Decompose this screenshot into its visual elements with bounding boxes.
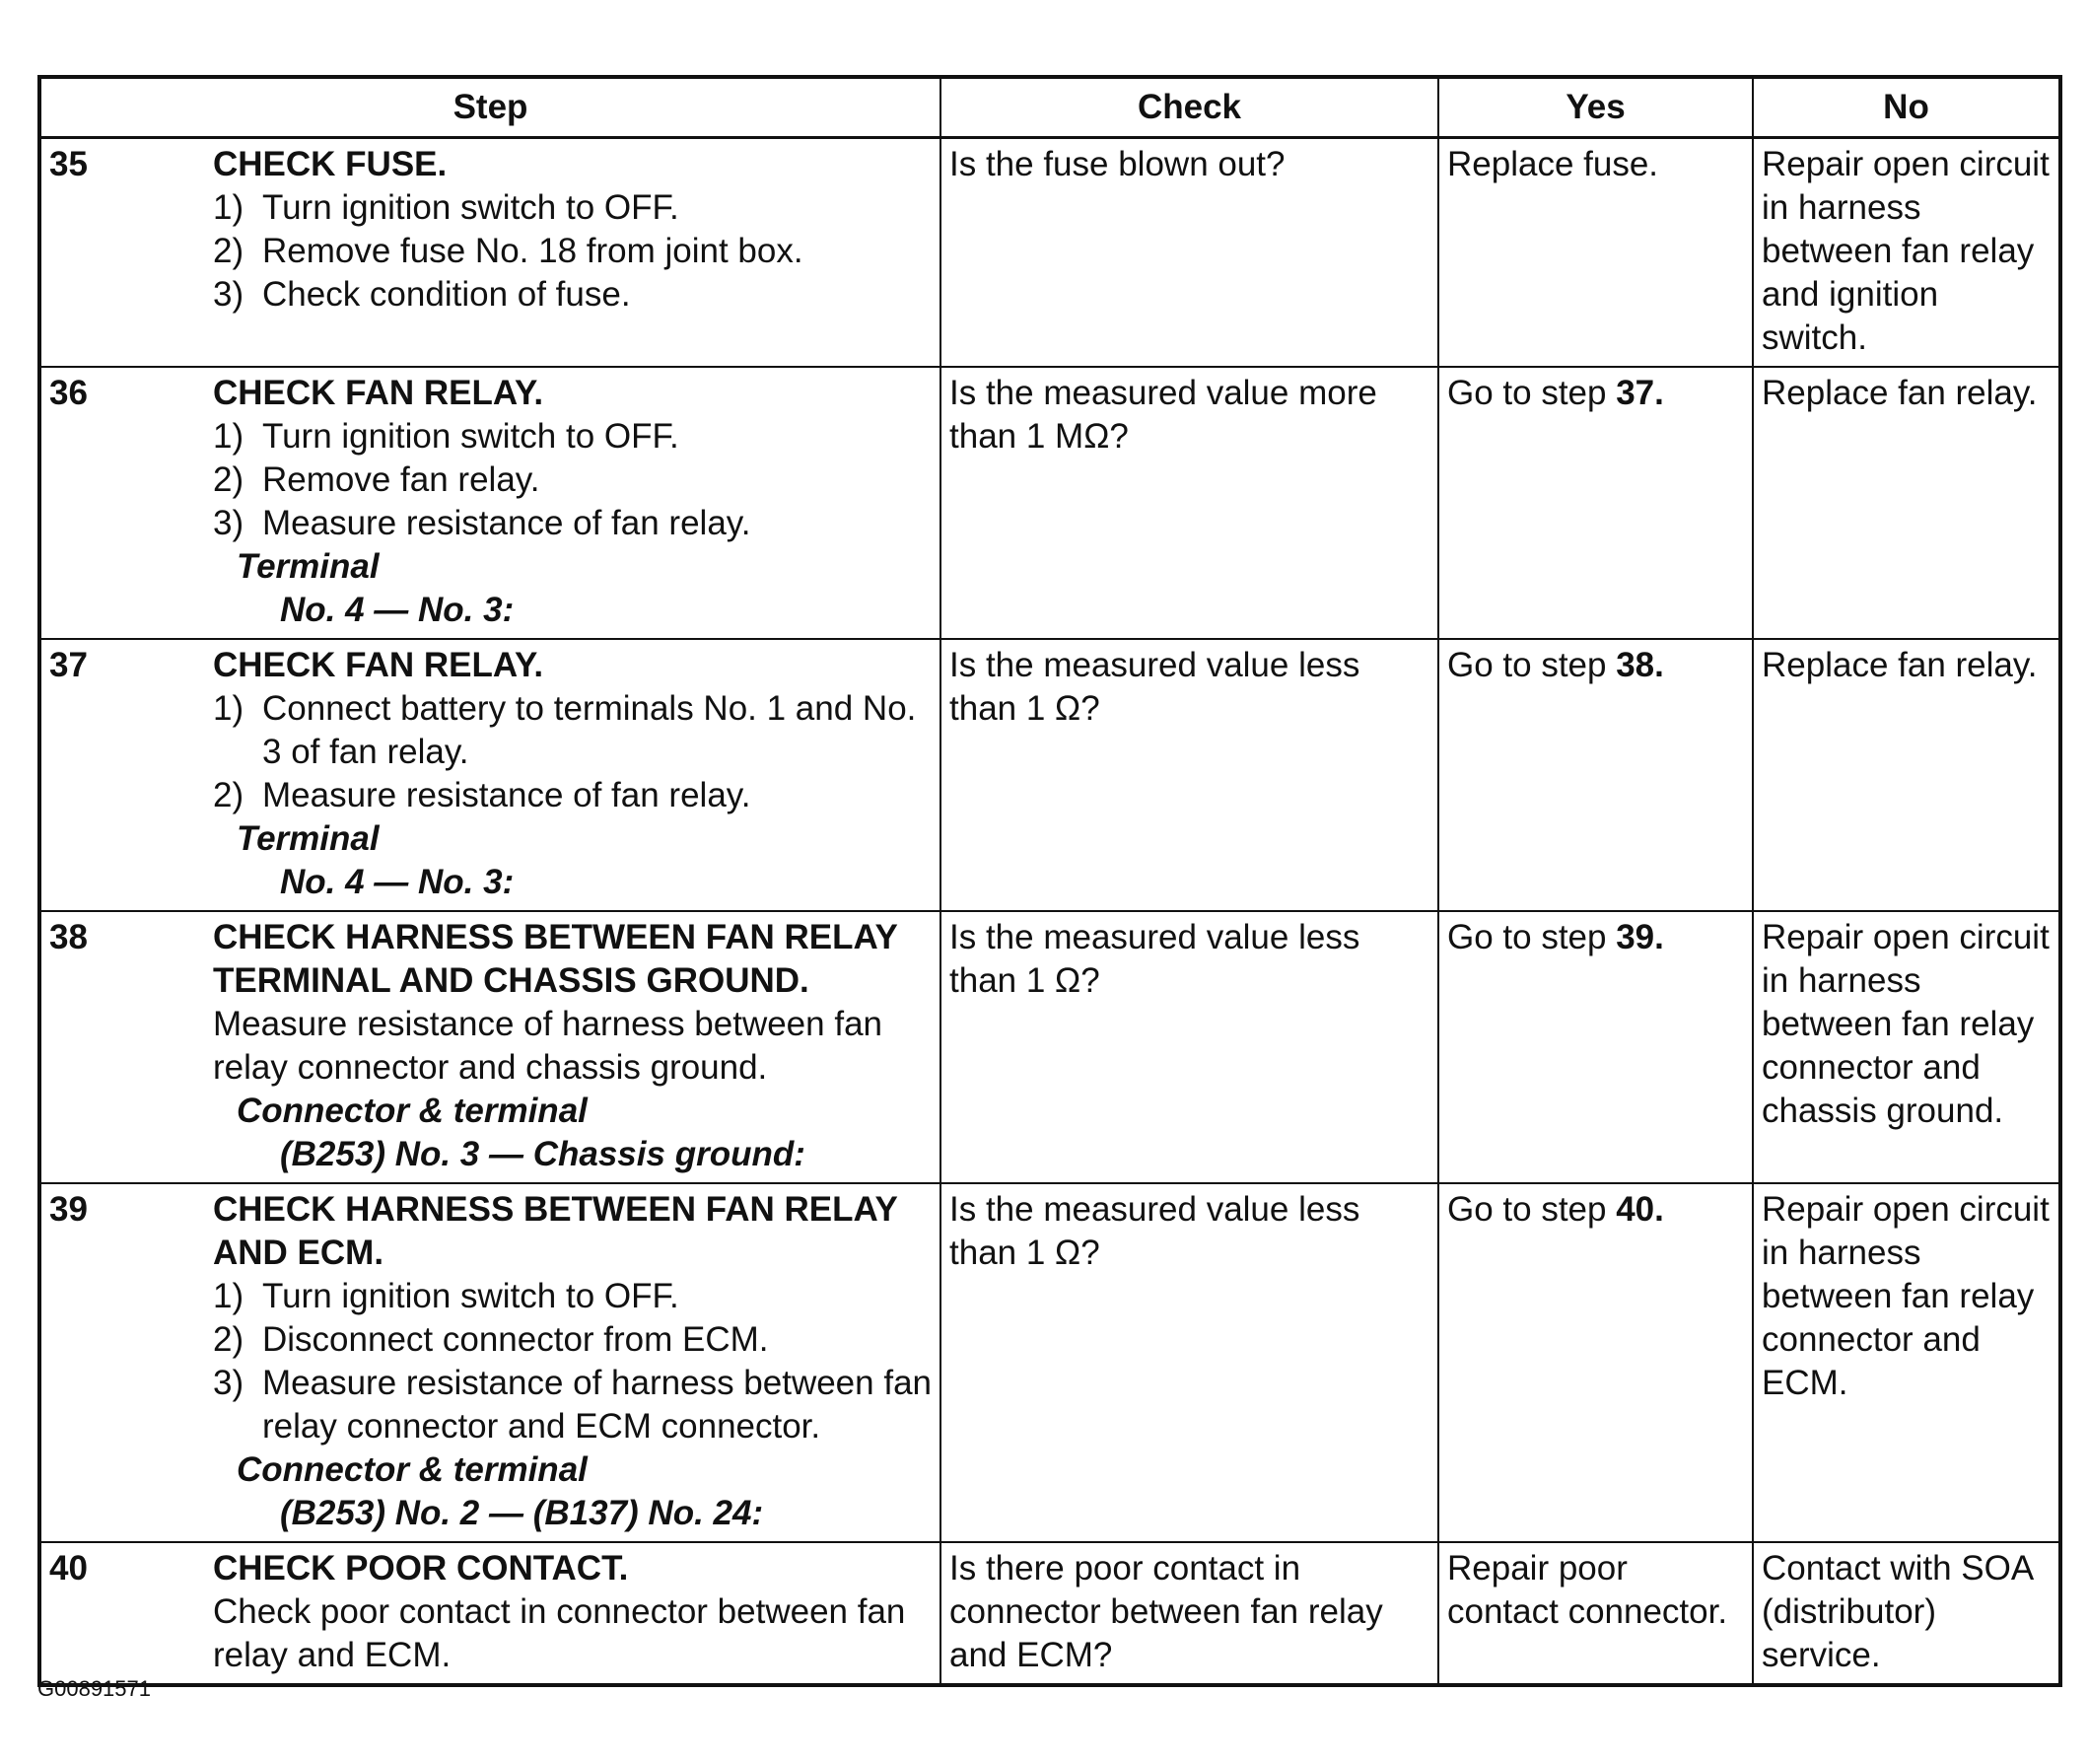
step-title: CHECK HARNESS BETWEEN FAN RELAY AND ECM.: [213, 1190, 898, 1272]
step-cell: [39, 138, 940, 368]
spec-value: No. 4 — No. 3:: [280, 863, 515, 901]
instruction-number: 2): [213, 1320, 244, 1359]
step-title: CHECK FAN RELAY.: [213, 646, 544, 684]
diagnostic-table: [37, 75, 2062, 1687]
yes-step-ref: 40.: [1616, 1190, 1664, 1229]
step-title: CHECK POOR CONTACT.: [213, 1549, 629, 1588]
instruction-text: Check condition of fuse.: [262, 275, 631, 314]
table-row: [39, 367, 2060, 639]
step-description: Measure resistance of harness between fan relay connector and chassis ground.: [213, 1005, 882, 1087]
step-number: 40: [49, 1549, 88, 1588]
no-cell: Repair open circuit in harness between fan relay connector and ECM.: [1753, 1183, 2060, 1542]
step-number: 37: [49, 646, 88, 684]
header-step: Step: [39, 77, 940, 138]
instruction-text: Connect battery to terminals No. 1 and No. 3 of fan relay.: [262, 689, 917, 771]
table-header-row: [39, 77, 2060, 138]
yes-cell: [1438, 367, 1753, 639]
check-cell: Is the measured value less than 1 Ω?: [940, 639, 1438, 911]
yes-cell: Replace fuse.: [1438, 138, 1753, 368]
yes-cell: Repair poor contact connector.: [1438, 1542, 1753, 1685]
instruction-number: 1): [213, 188, 244, 227]
instruction-text: Turn ignition switch to OFF.: [262, 1277, 679, 1315]
step-title: CHECK FUSE.: [213, 145, 448, 183]
instruction-text: Measure resistance of fan relay.: [262, 776, 751, 814]
step-cell: [39, 367, 940, 639]
spec-label: Connector & terminal: [237, 1450, 588, 1489]
instruction: [213, 1275, 932, 1318]
instruction-number: 2): [213, 776, 244, 814]
yes-cell: [1438, 639, 1753, 911]
instruction-text: Measure resistance of fan relay.: [262, 504, 751, 542]
instruction-number: 3): [213, 504, 244, 542]
instruction: [213, 1362, 932, 1448]
header-no: No: [1753, 77, 2060, 138]
yes-prefix: Go to step: [1447, 374, 1607, 412]
spec-value: No. 4 — No. 3:: [280, 591, 515, 629]
instruction-text: Turn ignition switch to OFF.: [262, 417, 679, 456]
instruction-number: 3): [213, 275, 244, 314]
step-number: 36: [49, 374, 88, 412]
no-cell: Contact with SOA (distributor) service.: [1753, 1542, 2060, 1685]
instruction: [213, 415, 932, 459]
instruction-number: 2): [213, 460, 244, 499]
step-cell: [39, 1542, 940, 1685]
table-row: [39, 911, 2060, 1183]
instruction-number: 1): [213, 689, 244, 728]
instruction-text: Turn ignition switch to OFF.: [262, 188, 679, 227]
step-cell: [39, 639, 940, 911]
step-description: Check poor contact in connector between fan relay and ECM.: [213, 1592, 906, 1674]
check-cell: Is the fuse blown out?: [940, 138, 1438, 368]
instruction: [213, 186, 932, 230]
table-row: [39, 138, 2060, 368]
spec-label: Terminal: [237, 819, 380, 858]
spec-value: (B253) No. 3 — Chassis ground:: [280, 1135, 805, 1173]
yes-step-ref: 39.: [1616, 918, 1664, 956]
instruction-number: 3): [213, 1364, 244, 1402]
step-cell: [39, 911, 940, 1183]
instruction-number: 1): [213, 417, 244, 456]
instruction: [213, 459, 932, 502]
header-yes: Yes: [1438, 77, 1753, 138]
spec-label: Connector & terminal: [237, 1092, 588, 1130]
no-cell: Replace fan relay.: [1753, 367, 2060, 639]
table-row: [39, 1542, 2060, 1685]
yes-step-ref: 37.: [1616, 374, 1664, 412]
check-cell: Is the measured value less than 1 Ω?: [940, 1183, 1438, 1542]
instruction-text: Remove fuse No. 18 from joint box.: [262, 232, 803, 270]
spec-label: Terminal: [237, 547, 380, 586]
step-cell: [39, 1183, 940, 1542]
check-cell: Is the measured value more than 1 MΩ?: [940, 367, 1438, 639]
no-cell: Repair open circuit in harness between fan relay connector and chassis ground.: [1753, 911, 2060, 1183]
no-cell: Replace fan relay.: [1753, 639, 2060, 911]
instruction-number: 2): [213, 232, 244, 270]
header-check: Check: [940, 77, 1438, 138]
instruction: [213, 273, 932, 317]
instruction: [213, 687, 932, 774]
instruction: [213, 502, 932, 545]
step-title: CHECK FAN RELAY.: [213, 374, 544, 412]
yes-prefix: Go to step: [1447, 646, 1607, 684]
yes-prefix: Go to step: [1447, 1190, 1607, 1229]
instruction-text: Remove fan relay.: [262, 460, 540, 499]
step-number: 39: [49, 1190, 88, 1229]
yes-cell: [1438, 1183, 1753, 1542]
yes-cell: [1438, 911, 1753, 1183]
spec-value: (B253) No. 2 — (B137) No. 24:: [280, 1494, 764, 1532]
instruction: [213, 774, 932, 817]
instruction: [213, 1318, 932, 1362]
table-row: [39, 1183, 2060, 1542]
figure-id: G00891571: [37, 1676, 151, 1701]
instruction-text: Measure resistance of harness between fan relay connector and ECM connector.: [262, 1364, 932, 1446]
instruction-text: Disconnect connector from ECM.: [262, 1320, 769, 1359]
no-cell: Repair open circuit in harness between fan relay and ignition switch.: [1753, 138, 2060, 368]
yes-step-ref: 38.: [1616, 646, 1664, 684]
step-number: 38: [49, 918, 88, 956]
yes-prefix: Go to step: [1447, 918, 1607, 956]
check-cell: Is there poor contact in connector between fan relay and ECM?: [940, 1542, 1438, 1685]
instruction: [213, 230, 932, 273]
instruction-number: 1): [213, 1277, 244, 1315]
step-title: CHECK HARNESS BETWEEN FAN RELAY TERMINAL AND CHASSIS GROUND.: [213, 918, 898, 1000]
check-cell: Is the measured value less than 1 Ω?: [940, 911, 1438, 1183]
table-row: [39, 639, 2060, 911]
step-number: 35: [49, 145, 88, 183]
